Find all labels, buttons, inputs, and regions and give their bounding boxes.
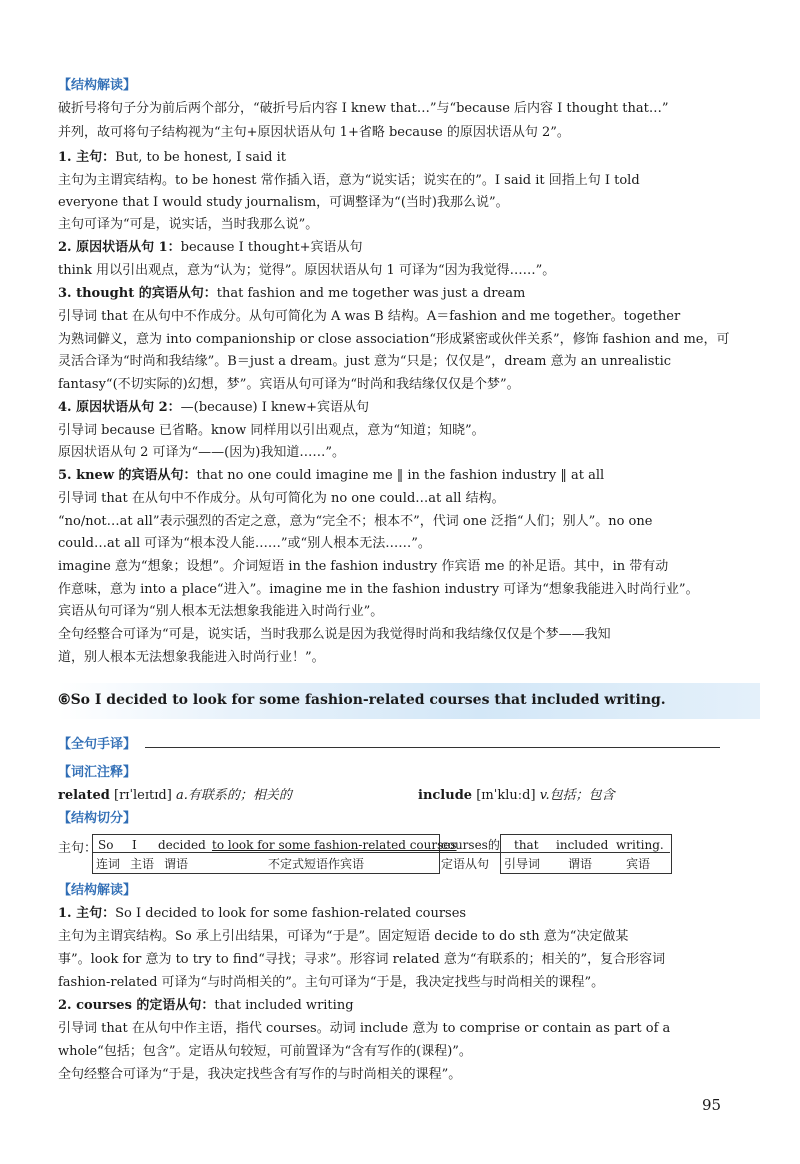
paragraph-line: 引导词 because 已省略。know 同样用以引出观点，意为“知道；知晓”。	[58, 423, 485, 438]
section-tag: 【结构解读】	[58, 883, 137, 898]
cut-role: 不定式短语作宾语	[268, 857, 365, 871]
vocab-include: include [ɪnˈkluːd] v.包括；包含	[418, 788, 615, 803]
paragraph-line: 并列，故可将句子结构视为“主句+原因状语从句 1+省略 because 的原因状语从句 2”。	[58, 125, 570, 140]
main-clause-label: 主句：	[58, 841, 98, 856]
cut-word: included	[556, 838, 609, 852]
paragraph-line: think 用以引出观点，意为“认为；觉得”。原因状语从句 1 可译为“因为我觉得……”。	[58, 263, 556, 278]
vocab-related: related [rɪˈleɪtɪd] a.有联系的；相关的	[58, 788, 292, 803]
cut-word: I	[132, 838, 137, 852]
paragraph-line: 引导词 that 在从句中作主语，指代 courses。动词 include 意为 to comprise or contain as part of a	[58, 1021, 671, 1036]
point-heading: 3. thought 的宾语从句：that fashion and me together was just a dream	[58, 286, 526, 301]
cut-word: So	[98, 838, 114, 852]
point-heading: 4. 原因状语从句 2：—(because) I knew+宾语从句	[58, 400, 369, 415]
paragraph-line: 引导词 that 在从句中不作成分。从句可简化为 no one could…at all 结构。	[58, 491, 505, 506]
paragraph-line: 引导词 that 在从句中不作成分。从句可简化为 A was B 结构。A＝fashion and me together。together	[58, 309, 681, 324]
paragraph-line: 主句可译为“可是，说实话，当时我那么说”。	[58, 217, 319, 232]
paragraph-line: 全句经整合可译为“可是，说实话，当时我那么说是因为我觉得时尚和我结缘仅仅是个梦——我知	[58, 627, 611, 642]
sentence-six: ⑥So I decided to look for some fashion-related courses that included writing.	[58, 692, 666, 708]
point-heading: 2. courses 的定语从句：that included writing	[58, 998, 354, 1013]
point-heading: 1. 主句：But, to be honest, I said it	[58, 150, 286, 165]
cut-word: decided	[158, 838, 206, 852]
cut-word: writing.	[616, 838, 664, 852]
vocab-tag: 【词汇注释】	[58, 765, 137, 780]
cut-word: that	[514, 838, 539, 852]
point-heading: 1. 主句：So I decided to look for some fashion-related courses	[58, 906, 467, 921]
paragraph-line: everyone that I would study journalism，可调整译为“(当时)我那么说”。	[58, 195, 509, 210]
arrow-line	[438, 852, 500, 853]
point-heading: 2. 原因状语从句 1：because I thought+宾语从句	[58, 240, 363, 255]
paragraph-line: 破折号将句子分为前后两个部分，“破折号后内容 I knew that…”与“because 后内容 I thought that…”	[58, 101, 669, 116]
paragraph-line: whole“包括；包含”。定语从句较短，可前置译为“含有写作的(课程)”。	[58, 1044, 472, 1059]
point-heading: 5. knew 的宾语从句：that no one could imagine me ‖ in the fashion industry ‖ at all	[58, 468, 605, 483]
cut-mid-bottom: 定语从句	[441, 857, 490, 871]
cut-tag: 【结构切分】	[58, 811, 137, 826]
paragraph-line: 主句为主谓宾结构。to be honest 常作插入语，意为“说实话；说实在的”。I said it 回指上句 I told	[58, 173, 640, 188]
paragraph-line: 宾语从句可译为“别人根本无法想象我能进入时尚行业”。	[58, 604, 384, 619]
cut-role: 谓语	[568, 857, 593, 871]
translation-blank-line	[145, 747, 720, 748]
paragraph-line: fantasy“(不切实际的)幻想，梦”。宾语从句可译为“时尚和我结缘仅仅是个梦”。	[58, 377, 520, 392]
paragraph-line: 全句经整合可译为“于是，我决定找些含有写作的与时尚相关的课程”。	[58, 1067, 462, 1082]
paragraph-line: 为熟词僻义，意为 into companionship or close association“形成紧密或伙伴关系”，修饰 fashion and me，可	[58, 332, 730, 347]
cut-role: 主语	[130, 857, 155, 871]
section-tag: 【结构解读】	[58, 78, 137, 93]
paragraph-line: 作意味，意为 into a place“进入”。imagine me in the fashion industry 可译为“想象我能进入时尚行业”。	[58, 582, 699, 597]
paragraph-line: imagine 意为“想象；设想”。介词短语 in the fashion industry 作宾语 me 的补足语。其中，in 带有动	[58, 559, 669, 574]
cut-role: 谓语	[164, 857, 189, 871]
paragraph-line: 灵活合译为“时尚和我结缘”。B＝just a dream。just 意为“只是；仅仅是”，dream 意为 an unrealistic	[58, 354, 672, 369]
paragraph-line: 原因状语从句 2 可译为“——(因为)我知道……”。	[58, 445, 345, 460]
cut-word: to look for some fashion-related courses	[212, 838, 457, 852]
paragraph-line: fashion-related 可译为“与时尚相关的”。主句可译为“于是，我决定找些与时尚相关的课程”。	[58, 975, 605, 990]
paragraph-line: “no/not…at all”表示强烈的否定之意，意为“完全不；根本不”，代词 one 泛指“人们；别人”。no one	[58, 514, 653, 529]
cut-role: 引导词	[504, 857, 541, 871]
page-number: 95	[702, 1096, 722, 1114]
paragraph-line: could…at all 可译为“根本没人能……”或“别人根本无法……”。	[58, 536, 431, 551]
translate-tag: 【全句手译】	[58, 737, 137, 752]
paragraph-line: 道，别人根本无法想象我能进入时尚行业！”。	[58, 650, 325, 665]
paragraph-line: 主句为主谓宾结构。So 承上引出结果，可译为“于是”。固定短语 decide to do sth 意为“决定做某	[58, 929, 629, 944]
cut-role: 连词	[96, 857, 121, 871]
cut-role: 宾语	[626, 857, 651, 871]
paragraph-line: 事”。look for 意为 to try to find“寻找；寻求”。形容词 related 意为“有联系的；相关的”，复合形容词	[58, 952, 666, 967]
cut-mid-top: courses的	[441, 838, 500, 852]
